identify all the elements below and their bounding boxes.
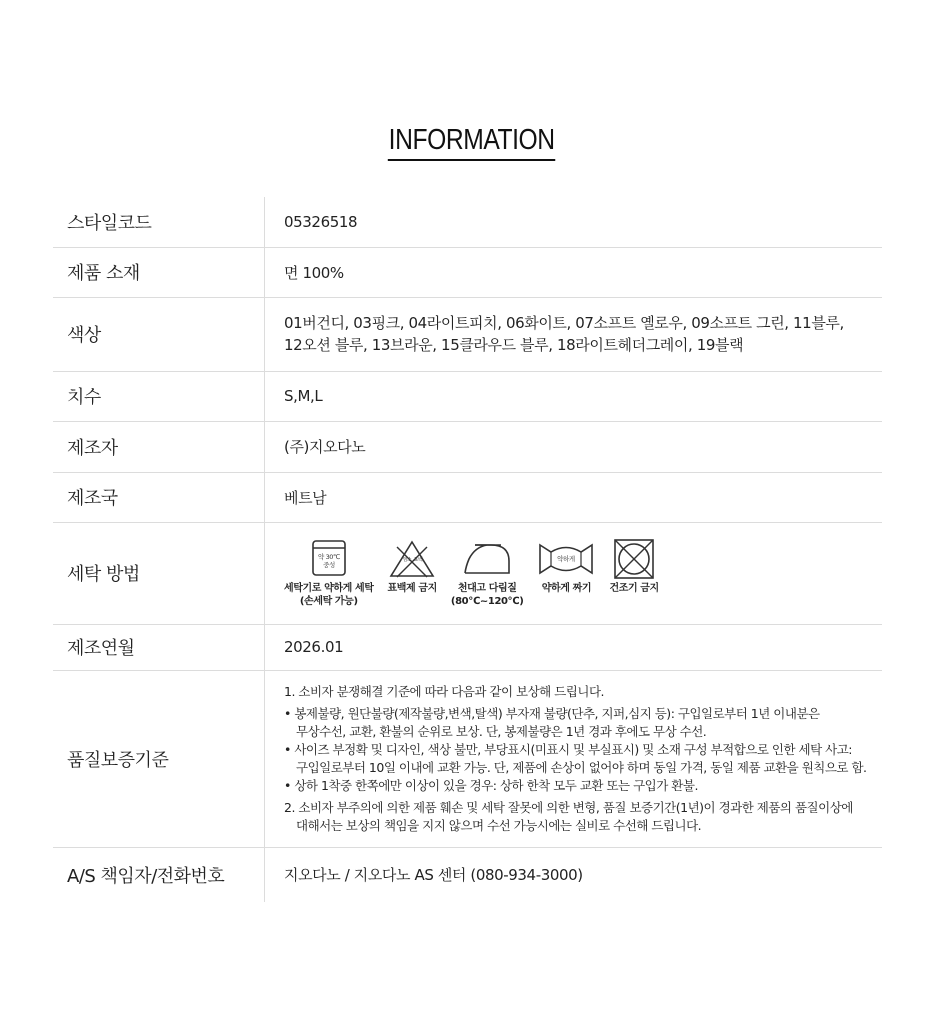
iron-icon (461, 539, 513, 579)
row-label: 스타일코드 (53, 197, 265, 247)
row-label: 치수 (53, 371, 265, 421)
care-caption-line: (80℃~120℃) (450, 595, 524, 607)
row-label: A/S 책임자/전화번호 (53, 847, 265, 902)
care-caption (609, 582, 658, 595)
quality-line: • 봉제불량, 원단불량(제작불량,변색,탈색) 부자재 불량(단추, 지퍼,심지 등): 구입일로부터 1년 이내분은 (284, 705, 820, 721)
care-caption-line: 약하게 짜기 (541, 582, 592, 594)
table-row-as (53, 847, 882, 902)
quality-line: • 사이즈 부정확 및 디자인, 색상 불만, 부당표시(미표시 및 부실표시) 및 소재 구성 부적합으로 인한 세탁 사고: (284, 741, 853, 757)
no-bleach-text-2: 표백 (413, 556, 423, 563)
quality-line: 구입일로부터 10일 이내에 교환 가능. 단, 제품에 손상이 없어야 하며 동일 가격, 동일 제품 교환을 원칙으로 함. (296, 759, 867, 775)
page-title: INFORMATION (388, 122, 556, 161)
row-value (265, 670, 883, 847)
row-label: 품질보증기준 (53, 670, 265, 847)
quality-line: • 상하 1착중 한쪽에만 이상이 있을 경우: 상하 한착 모두 교환 또는 구입가 환불. (284, 777, 698, 793)
care-caption (388, 582, 437, 595)
row-label: 제품 소재 (53, 247, 265, 297)
washing-machine-icon (309, 539, 349, 579)
row-value: 베트남 (284, 488, 327, 507)
row-value: 05326518 (284, 212, 358, 231)
quality-text (284, 683, 881, 835)
row-value: S,M,L (284, 387, 323, 405)
care-caption-line: 천대고 다림질 (457, 582, 517, 594)
care-item-hand-wash (284, 539, 374, 608)
no-bleach-icon (388, 539, 436, 579)
row-value: 면 100% (284, 263, 344, 282)
page-title-wrap (0, 122, 943, 161)
care-caption (451, 582, 524, 608)
row-value (265, 297, 883, 371)
care-icons (284, 539, 881, 608)
info-table (53, 197, 882, 902)
row-label: 제조자 (53, 421, 265, 472)
care-caption-line: 표백제 금지 (387, 582, 437, 594)
table-row-style-code (53, 197, 882, 247)
care-item-iron (451, 539, 524, 608)
table-row-maker (53, 421, 882, 472)
wring-icon (537, 539, 595, 579)
care-caption-line: 건조기 금지 (609, 582, 659, 594)
quality-line: 2. 소비자 부주의에 의한 제품 훼손 및 세탁 잘못에 의한 변형, 품질 보증기간(1년)이 경과한 제품의 품질이상에 (284, 799, 853, 815)
row-label: 제조연월 (53, 624, 265, 670)
care-item-wring (537, 539, 595, 595)
table-row-color (53, 297, 882, 371)
row-label: 색상 (53, 297, 265, 371)
color-line-1: 01버건디, 03핑크, 04라이트피치, 06화이트, 07소프트 옐로우, 09소프트 그린, 11블루, (284, 314, 844, 332)
table-row-size (53, 371, 882, 421)
quality-line: 무상수선, 교환, 환불의 순위로 보상. 단, 봉제불량은 1년 경과 후에도 무상 수선. (296, 723, 707, 739)
table-row-material (53, 247, 882, 297)
care-caption-line: (손세탁 가능) (299, 595, 358, 607)
hand-wash-detergent: 중성 (322, 560, 335, 569)
care-item-no-dry (609, 539, 658, 595)
wring-text: 약하게 (557, 554, 576, 563)
table-row-quality (53, 670, 882, 847)
care-item-no-bleach (388, 539, 437, 595)
row-label: 세탁 방법 (53, 522, 265, 624)
care-caption (284, 582, 374, 608)
row-label: 제조국 (53, 472, 265, 522)
quality-line: 대해서는 보상의 책임을 지지 않으며 수선 가능시에는 실비로 수선해 드립니다. (296, 817, 702, 833)
row-value: 2026.01 (284, 638, 344, 656)
no-tumble-dry-icon (611, 539, 657, 579)
table-row-date (53, 624, 882, 670)
care-caption (542, 582, 591, 595)
row-value: 지오다노 / 지오다노 AS 센터 (080-934-3000) (284, 866, 583, 885)
no-bleach-text-1: 염소 (402, 556, 412, 563)
care-caption-line: 세탁기로 약하게 세탁 (284, 582, 374, 594)
color-line-2: 12오션 블루, 13브라운, 15클라우드 블루, 18라이트헤더그레이, 19블랙 (284, 336, 744, 354)
hand-wash-temp: 약 30℃ (317, 552, 340, 561)
row-value (265, 522, 883, 624)
table-row-washing (53, 522, 882, 624)
quality-line: 1. 소비자 분쟁해결 기준에 따라 다음과 같이 보상해 드립니다. (284, 683, 604, 699)
table-row-country (53, 472, 882, 522)
row-value: (주)지오다노 (284, 438, 366, 456)
